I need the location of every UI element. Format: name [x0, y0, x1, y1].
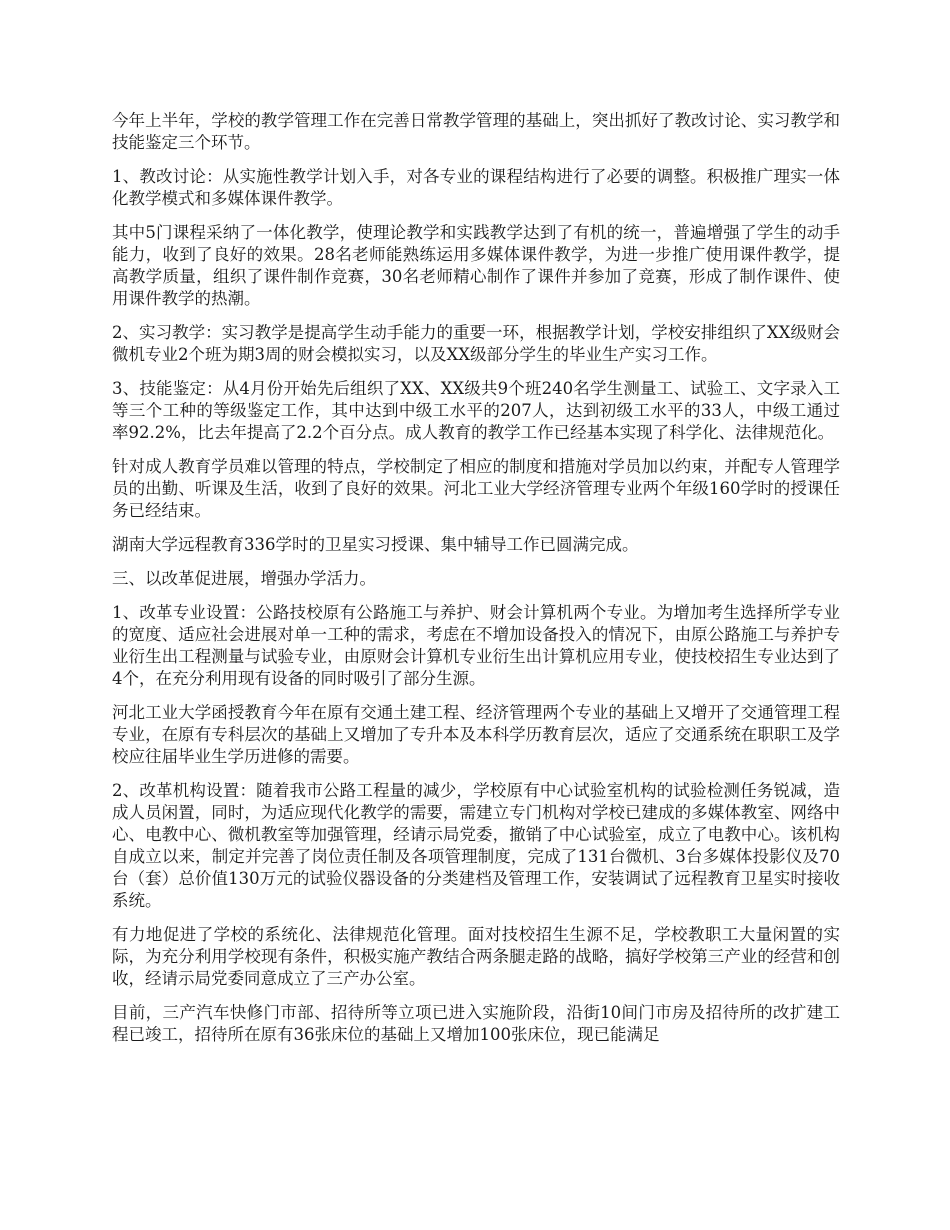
paragraph-teaching-reform: 1、教改讨论：从实施性教学计划入手，对各专业的课程结构进行了必要的调整。积极推广理实一体化教学模式和多媒体课件教学。 — [112, 167, 840, 208]
paragraph-integrated-teaching: 其中5门课程采纳了一体化教学，使理论教学和实践教学达到了有机的统一，普遍增强了学生的动手能力，收到了良好的效果。28名老师能熟练运用多媒体课件教学，为进一步推广使用课件教学，提高教学质量，组织了课件制作竞赛，30名老师精心制作了课件并参加了竞赛，形成了制作课件、使用课件教学的热潮。 — [112, 223, 840, 308]
paragraph-remote-education: 湖南大学远程教育336学时的卫星实习授课、集中辅导工作已圆满完成。 — [112, 535, 639, 554]
paragraph-adult-education: 针对成人教育学员难以管理的特点，学校制定了相应的制度和措施对学员加以约束，并配专人管理学员的出勤、听课及生活，收到了良好的效果。河北工业大学经济管理专业两个年级160学时的授课任务已经结束。 — [112, 457, 840, 520]
paragraph-practice-teaching: 2、实习教学：实习教学是提高学生动手能力的重要一环，根据教学计划，学校安排组织了XX级财会微机专业2个班为期3周的财会模拟实习，以及XX级部分学生的毕业生产实习工作。 — [112, 323, 840, 364]
paragraph-correspondence-education: 河北工业大学函授教育今年在原有交通土建工程、经济管理两个专业的基础上又增开了交通管理工程专业，在原有专科层次的基础上又增加了专升本及本科学历教育层次，适应了交通系统在职职工及学校应往届毕业生学历进修的需要。 — [112, 703, 840, 766]
paragraph-major-setup: 1、改革专业设置：公路技校原有公路施工与养护、财会计算机两个专业。为增加考生选择所学专业的宽度、适应社会进展对单一工种的需求，考虑在不增加设备投入的情况下，由原公路施工与养护专业衍生出工程测量与试验专业，由原财会计算机专业衍生出计算机应用专业，使技校招生专业达到了4个，在充分利用现有设备的同时吸引了部分生源。 — [112, 603, 840, 688]
document-body — [112, 110, 840, 1058]
paragraph-skill-appraisal: 3、技能鉴定：从4月份开始先后组织了XX、XX级共9个班240名学生测量工、试验工、文字录入工等三个工种的等级鉴定工作，其中达到中级工水平的207人，达到初级工水平的33人，中级工通过率92.2%，比去年提高了2.2个百分点。成人教育的教学工作已经基本实现了科学化、法律规范化。 — [112, 379, 840, 442]
paragraph-institution-reform: 2、改革机构设置：随着我市公路工程量的减少，学校原有中心试验室机构的试验检测任务锐减，造成人员闲置，同时，为适应现代化教学的需要，需建立专门机构对学校已建成的多媒体教室、网络中心、电教中心、微机教室等加强管理，经请示局党委，撤销了中心试验室，成立了电教中心。该机构自成立以来，制定并完善了岗位责任制及各项管理制度，完成了131台微机、3台多媒体投影仪及70台（套）总价值130万元的试验仪器设备的分类建档及管理工作，安装调试了远程教育卫星实时接收系统。 — [112, 781, 840, 910]
section-heading-reform: 三、以改革促进展，增强办学活力。 — [112, 569, 376, 588]
paragraph-tertiary-industry: 目前，三产汽车快修门市部、招待所等立项已进入实施阶段，沿街10间门市房及招待所的改扩建工程已竣工，招待所在原有36张床位的基础上又增加100张床位，现已能满足 — [112, 1003, 840, 1044]
paragraph-intro: 今年上半年，学校的教学管理工作在完善日常教学管理的基础上，突出抓好了教改讨论、实习教学和技能鉴定三个环节。 — [112, 111, 840, 152]
paragraph-management: 有力地促进了学校的系统化、法律规范化管理。面对技校招生生源不足，学校教职工大量闲置的实际，为充分利用学校现有条件，积极实施产教结合两条腿走路的战略，搞好学校第三产业的经营和创收，经请示局党委同意成立了三产办公室。 — [112, 925, 840, 988]
